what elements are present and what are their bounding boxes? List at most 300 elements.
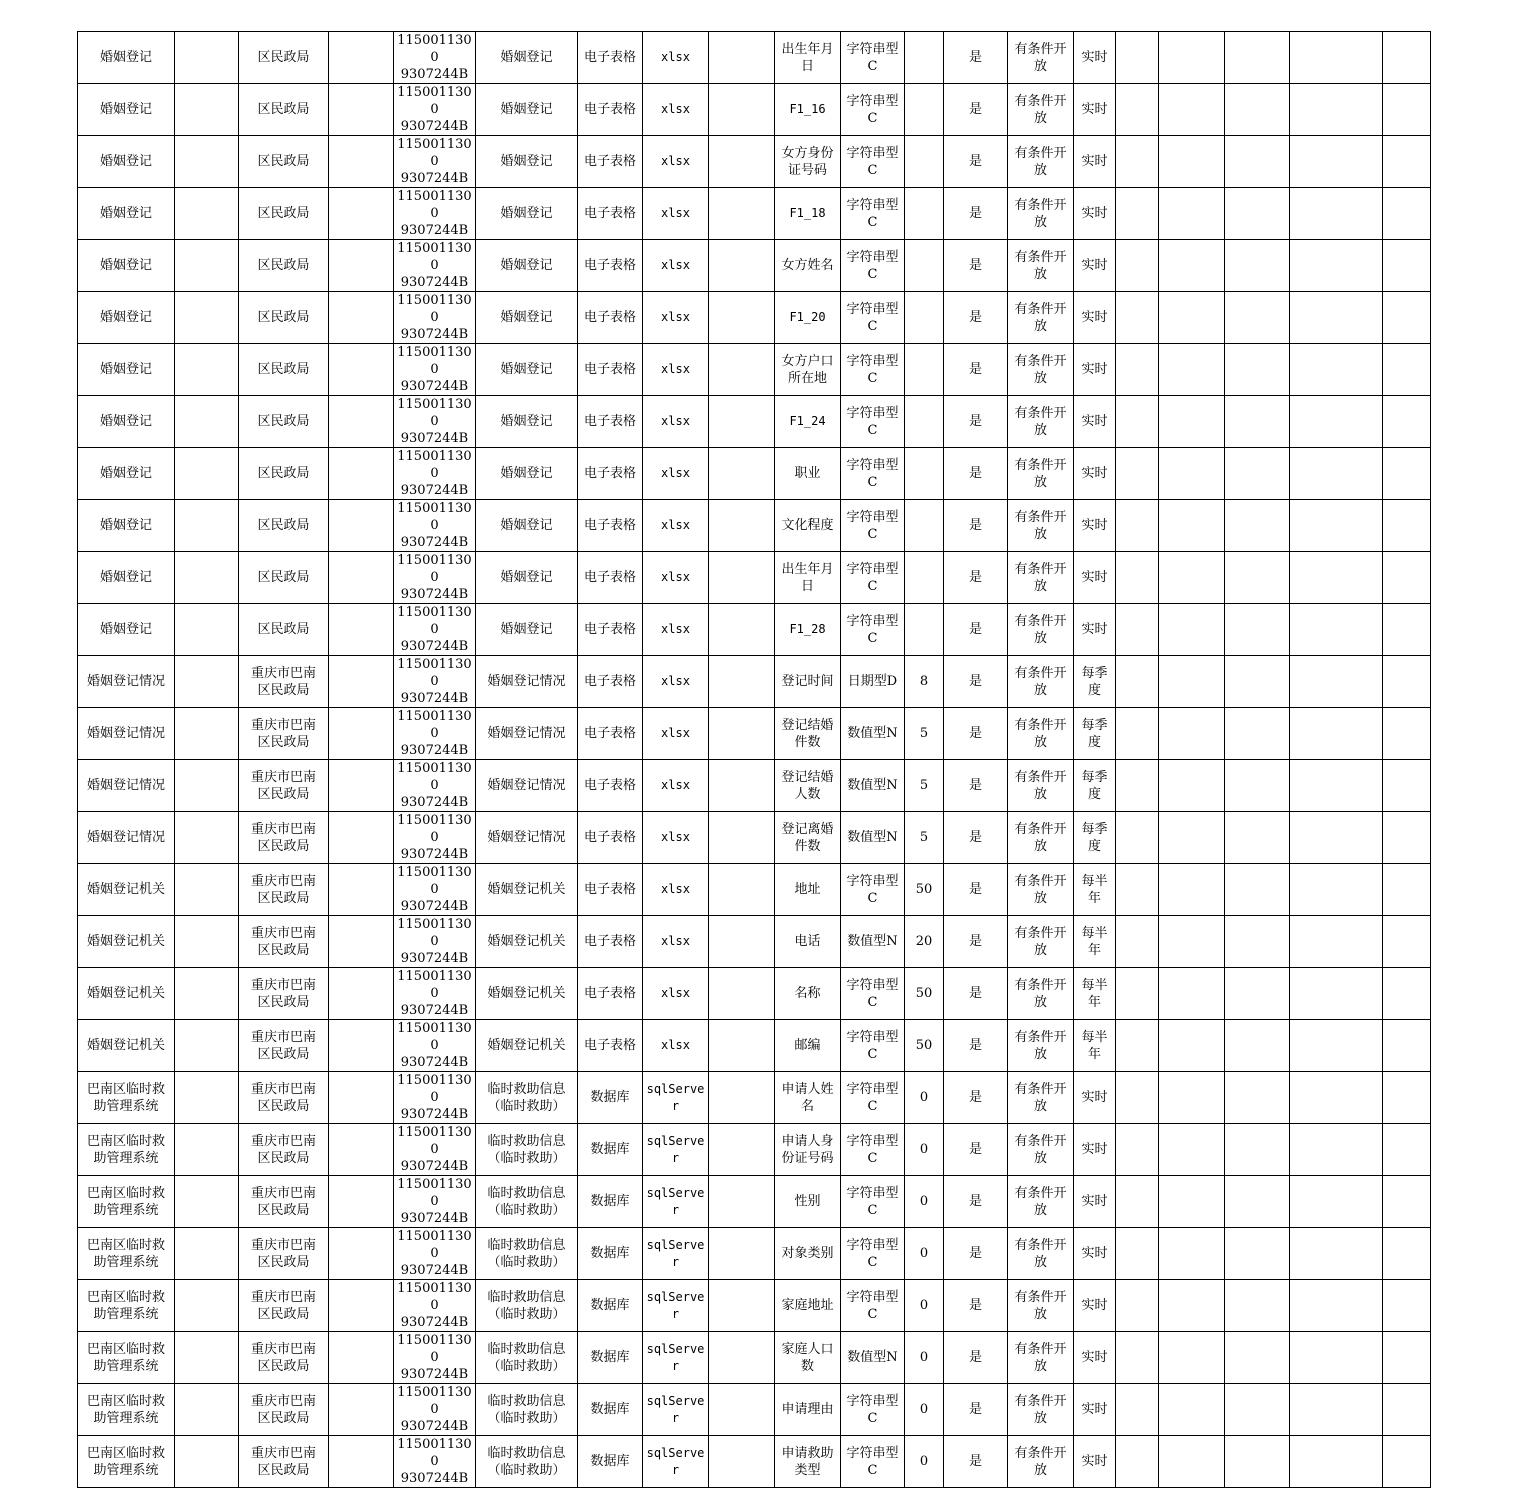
cell-empty — [1383, 1436, 1431, 1488]
cell-field-length — [905, 396, 944, 448]
cell-empty — [1116, 968, 1159, 1020]
cell-field-name: 家庭地址 — [775, 1280, 841, 1332]
cell-resource-format: 电子表格 — [578, 1020, 643, 1072]
cell-open-type: 有条件开 放 — [1008, 1384, 1074, 1436]
cell-col-empty-a — [175, 188, 239, 240]
cell-empty — [1225, 604, 1290, 656]
cell-empty — [1383, 292, 1431, 344]
cell-col-empty-a — [175, 292, 239, 344]
cell-empty — [1290, 1020, 1383, 1072]
cell-col-empty-a — [175, 1020, 239, 1072]
cell-col-empty-a — [175, 500, 239, 552]
cell-empty — [1116, 500, 1159, 552]
cell-field-name: 申请救助 类型 — [775, 1436, 841, 1488]
cell-col-empty-a — [175, 864, 239, 916]
cell-field-name: 职业 — [775, 448, 841, 500]
cell-resource-name: 婚姻登记 — [78, 344, 175, 396]
cell-col-empty-c — [709, 500, 775, 552]
cell-file-type: xlsx — [643, 604, 709, 656]
cell-open-type: 有条件开 放 — [1008, 1280, 1074, 1332]
table-row — [78, 656, 1431, 708]
table-row — [78, 1124, 1431, 1176]
cell-field-length: 0 — [905, 1176, 944, 1228]
cell-col-empty-b — [329, 812, 394, 864]
cell-empty — [1116, 1176, 1159, 1228]
cell-resource-name: 婚姻登记 — [78, 188, 175, 240]
cell-empty — [1290, 500, 1383, 552]
cell-provider-dept: 重庆市巴南 区民政局 — [239, 1436, 329, 1488]
cell-provider-dept: 区民政局 — [239, 344, 329, 396]
cell-empty — [1383, 136, 1431, 188]
cell-empty — [1383, 864, 1431, 916]
cell-resource-name: 婚姻登记 — [78, 500, 175, 552]
cell-resource-name: 婚姻登记 — [78, 84, 175, 136]
cell-field-name: 名称 — [775, 968, 841, 1020]
cell-dept-code: 1150011300 9307244B — [394, 1332, 476, 1384]
cell-empty — [1290, 708, 1383, 760]
cell-empty — [1159, 968, 1225, 1020]
cell-resource-format: 电子表格 — [578, 500, 643, 552]
cell-col-empty-c — [709, 1332, 775, 1384]
cell-dataset-name: 婚姻登记机关 — [476, 1020, 578, 1072]
cell-dept-code: 1150011300 9307244B — [394, 656, 476, 708]
cell-dept-code: 1150011300 9307244B — [394, 1384, 476, 1436]
cell-col-empty-a — [175, 1228, 239, 1280]
cell-shared-flag: 是 — [944, 136, 1008, 188]
cell-file-type: sqlServe r — [643, 1436, 709, 1488]
cell-file-type: xlsx — [643, 1020, 709, 1072]
cell-empty — [1116, 552, 1159, 604]
cell-empty — [1116, 1228, 1159, 1280]
cell-file-type: xlsx — [643, 344, 709, 396]
cell-col-empty-b — [329, 968, 394, 1020]
cell-shared-flag: 是 — [944, 604, 1008, 656]
cell-empty — [1159, 1124, 1225, 1176]
cell-empty — [1225, 1436, 1290, 1488]
cell-empty — [1383, 32, 1431, 84]
cell-update-frequency: 实时 — [1074, 1072, 1116, 1124]
cell-field-type: 字符串型 C — [841, 1228, 905, 1280]
cell-field-length: 50 — [905, 864, 944, 916]
cell-file-type: xlsx — [643, 656, 709, 708]
cell-update-frequency: 每半 年 — [1074, 968, 1116, 1020]
cell-empty — [1383, 240, 1431, 292]
cell-shared-flag: 是 — [944, 240, 1008, 292]
table-row — [78, 1332, 1431, 1384]
cell-resource-format: 数据库 — [578, 1228, 643, 1280]
cell-dept-code: 1150011300 9307244B — [394, 1020, 476, 1072]
cell-col-empty-a — [175, 84, 239, 136]
cell-empty — [1225, 1384, 1290, 1436]
cell-field-length: 0 — [905, 1332, 944, 1384]
table-row — [78, 1384, 1431, 1436]
cell-file-type: sqlServe r — [643, 1124, 709, 1176]
cell-update-frequency: 实时 — [1074, 344, 1116, 396]
cell-field-name: 出生年月 日 — [775, 552, 841, 604]
cell-field-length — [905, 344, 944, 396]
cell-field-type: 数值型N — [841, 916, 905, 968]
cell-col-empty-c — [709, 1020, 775, 1072]
cell-file-type: xlsx — [643, 396, 709, 448]
cell-field-type: 字符串型 C — [841, 1124, 905, 1176]
cell-empty — [1225, 656, 1290, 708]
cell-resource-name: 巴南区临时救 助管理系统 — [78, 1384, 175, 1436]
cell-field-length: 5 — [905, 708, 944, 760]
cell-empty — [1159, 188, 1225, 240]
cell-col-empty-c — [709, 916, 775, 968]
cell-empty — [1225, 344, 1290, 396]
cell-open-type: 有条件开 放 — [1008, 552, 1074, 604]
cell-field-type: 数值型N — [841, 708, 905, 760]
cell-empty — [1116, 188, 1159, 240]
cell-col-empty-b — [329, 396, 394, 448]
cell-field-type: 数值型N — [841, 760, 905, 812]
cell-resource-name: 婚姻登记情况 — [78, 760, 175, 812]
cell-resource-format: 数据库 — [578, 1436, 643, 1488]
cell-resource-name: 婚姻登记 — [78, 32, 175, 84]
cell-col-empty-c — [709, 760, 775, 812]
cell-resource-name: 婚姻登记 — [78, 136, 175, 188]
cell-provider-dept: 重庆市巴南 区民政局 — [239, 1124, 329, 1176]
cell-update-frequency: 每季 度 — [1074, 656, 1116, 708]
cell-shared-flag: 是 — [944, 396, 1008, 448]
cell-empty — [1116, 1020, 1159, 1072]
cell-provider-dept: 区民政局 — [239, 188, 329, 240]
cell-dept-code: 1150011300 9307244B — [394, 968, 476, 1020]
cell-open-type: 有条件开 放 — [1008, 240, 1074, 292]
cell-col-empty-b — [329, 1072, 394, 1124]
cell-field-type: 字符串型 C — [841, 1280, 905, 1332]
cell-dept-code: 1150011300 9307244B — [394, 1280, 476, 1332]
cell-empty — [1116, 916, 1159, 968]
cell-empty — [1116, 32, 1159, 84]
cell-col-empty-a — [175, 552, 239, 604]
cell-update-frequency: 实时 — [1074, 1332, 1116, 1384]
cell-col-empty-a — [175, 1176, 239, 1228]
cell-field-length: 8 — [905, 656, 944, 708]
cell-empty — [1225, 1332, 1290, 1384]
cell-provider-dept: 区民政局 — [239, 552, 329, 604]
cell-field-name: F1_28 — [775, 604, 841, 656]
cell-empty — [1225, 84, 1290, 136]
cell-empty — [1290, 292, 1383, 344]
cell-resource-format: 电子表格 — [578, 656, 643, 708]
cell-empty — [1383, 500, 1431, 552]
cell-empty — [1383, 1280, 1431, 1332]
cell-update-frequency: 实时 — [1074, 1436, 1116, 1488]
cell-dataset-name: 婚姻登记 — [476, 344, 578, 396]
cell-field-name: F1_24 — [775, 396, 841, 448]
cell-empty — [1159, 916, 1225, 968]
cell-empty — [1116, 604, 1159, 656]
cell-dept-code: 1150011300 9307244B — [394, 864, 476, 916]
table-row — [78, 240, 1431, 292]
cell-empty — [1116, 656, 1159, 708]
cell-col-empty-a — [175, 1124, 239, 1176]
cell-dataset-name: 婚姻登记 — [476, 240, 578, 292]
cell-update-frequency: 每季 度 — [1074, 812, 1116, 864]
table-row — [78, 188, 1431, 240]
cell-file-type: sqlServe r — [643, 1332, 709, 1384]
cell-dataset-name: 婚姻登记 — [476, 396, 578, 448]
cell-empty — [1290, 604, 1383, 656]
cell-col-empty-b — [329, 1332, 394, 1384]
cell-field-length: 5 — [905, 812, 944, 864]
cell-empty — [1116, 708, 1159, 760]
cell-open-type: 有条件开 放 — [1008, 656, 1074, 708]
cell-shared-flag: 是 — [944, 500, 1008, 552]
cell-dataset-name: 临时救助信息 （临时救助） — [476, 1384, 578, 1436]
cell-empty — [1116, 344, 1159, 396]
cell-field-length — [905, 292, 944, 344]
cell-col-empty-b — [329, 1280, 394, 1332]
cell-update-frequency: 实时 — [1074, 1384, 1116, 1436]
cell-col-empty-c — [709, 292, 775, 344]
cell-field-type: 字符串型 C — [841, 1384, 905, 1436]
cell-col-empty-a — [175, 1384, 239, 1436]
cell-empty — [1116, 1072, 1159, 1124]
cell-open-type: 有条件开 放 — [1008, 500, 1074, 552]
cell-field-name: 地址 — [775, 864, 841, 916]
table-row — [78, 708, 1431, 760]
cell-empty — [1290, 84, 1383, 136]
cell-dataset-name: 婚姻登记情况 — [476, 760, 578, 812]
cell-col-empty-c — [709, 864, 775, 916]
cell-field-length — [905, 604, 944, 656]
cell-file-type: xlsx — [643, 188, 709, 240]
cell-provider-dept: 区民政局 — [239, 604, 329, 656]
cell-resource-name: 婚姻登记情况 — [78, 656, 175, 708]
cell-empty — [1290, 1280, 1383, 1332]
table-row — [78, 32, 1431, 84]
cell-empty — [1225, 812, 1290, 864]
cell-file-type: xlsx — [643, 708, 709, 760]
cell-col-empty-a — [175, 708, 239, 760]
cell-dataset-name: 临时救助信息 （临时救助） — [476, 1332, 578, 1384]
cell-field-type: 日期型D — [841, 656, 905, 708]
cell-open-type: 有条件开 放 — [1008, 84, 1074, 136]
table-row — [78, 760, 1431, 812]
cell-field-name: F1_16 — [775, 84, 841, 136]
cell-shared-flag: 是 — [944, 1436, 1008, 1488]
cell-update-frequency: 实时 — [1074, 604, 1116, 656]
cell-col-empty-a — [175, 760, 239, 812]
cell-file-type: sqlServe r — [643, 1384, 709, 1436]
cell-field-type: 字符串型 C — [841, 604, 905, 656]
cell-col-empty-b — [329, 864, 394, 916]
cell-field-type: 字符串型 C — [841, 32, 905, 84]
cell-file-type: sqlServe r — [643, 1228, 709, 1280]
cell-shared-flag: 是 — [944, 552, 1008, 604]
cell-resource-name: 巴南区临时救 助管理系统 — [78, 1072, 175, 1124]
cell-dataset-name: 临时救助信息 （临时救助） — [476, 1280, 578, 1332]
cell-empty — [1116, 760, 1159, 812]
cell-dept-code: 1150011300 9307244B — [394, 32, 476, 84]
cell-empty — [1116, 448, 1159, 500]
cell-empty — [1159, 292, 1225, 344]
cell-update-frequency: 每季 度 — [1074, 708, 1116, 760]
cell-col-empty-a — [175, 968, 239, 1020]
cell-file-type: xlsx — [643, 32, 709, 84]
cell-update-frequency: 实时 — [1074, 1124, 1116, 1176]
cell-provider-dept: 重庆市巴南 区民政局 — [239, 1020, 329, 1072]
cell-dept-code: 1150011300 9307244B — [394, 240, 476, 292]
cell-empty — [1290, 240, 1383, 292]
cell-resource-name: 巴南区临时救 助管理系统 — [78, 1176, 175, 1228]
cell-resource-name: 巴南区临时救 助管理系统 — [78, 1228, 175, 1280]
cell-open-type: 有条件开 放 — [1008, 448, 1074, 500]
cell-field-type: 字符串型 C — [841, 864, 905, 916]
cell-field-length: 50 — [905, 1020, 944, 1072]
cell-col-empty-c — [709, 708, 775, 760]
cell-shared-flag: 是 — [944, 1072, 1008, 1124]
cell-resource-format: 数据库 — [578, 1124, 643, 1176]
cell-dept-code: 1150011300 9307244B — [394, 760, 476, 812]
cell-resource-format: 电子表格 — [578, 136, 643, 188]
table-row — [78, 500, 1431, 552]
cell-col-empty-b — [329, 708, 394, 760]
cell-file-type: xlsx — [643, 552, 709, 604]
cell-empty — [1116, 84, 1159, 136]
cell-resource-name: 婚姻登记机关 — [78, 864, 175, 916]
cell-resource-format: 电子表格 — [578, 344, 643, 396]
cell-col-empty-b — [329, 656, 394, 708]
cell-empty — [1225, 1176, 1290, 1228]
table-row — [78, 1020, 1431, 1072]
cell-empty — [1116, 812, 1159, 864]
cell-field-name: 登记时间 — [775, 656, 841, 708]
cell-resource-name: 婚姻登记 — [78, 552, 175, 604]
cell-dept-code: 1150011300 9307244B — [394, 500, 476, 552]
cell-resource-format: 数据库 — [578, 1072, 643, 1124]
cell-resource-name: 巴南区临时救 助管理系统 — [78, 1124, 175, 1176]
cell-resource-format: 电子表格 — [578, 448, 643, 500]
cell-shared-flag: 是 — [944, 84, 1008, 136]
cell-field-length: 0 — [905, 1436, 944, 1488]
cell-resource-format: 电子表格 — [578, 708, 643, 760]
cell-col-empty-c — [709, 240, 775, 292]
cell-update-frequency: 实时 — [1074, 188, 1116, 240]
cell-col-empty-c — [709, 188, 775, 240]
cell-field-name: 登记结婚 人数 — [775, 760, 841, 812]
cell-resource-format: 数据库 — [578, 1332, 643, 1384]
cell-update-frequency: 实时 — [1074, 396, 1116, 448]
cell-field-length — [905, 500, 944, 552]
cell-col-empty-c — [709, 604, 775, 656]
cell-resource-format: 电子表格 — [578, 552, 643, 604]
cell-col-empty-b — [329, 448, 394, 500]
cell-field-type: 字符串型 C — [841, 552, 905, 604]
cell-empty — [1159, 552, 1225, 604]
cell-empty — [1159, 396, 1225, 448]
cell-dataset-name: 婚姻登记 — [476, 136, 578, 188]
cell-dept-code: 1150011300 9307244B — [394, 1072, 476, 1124]
cell-col-empty-b — [329, 1124, 394, 1176]
cell-field-name: F1_18 — [775, 188, 841, 240]
cell-field-name: 申请理由 — [775, 1384, 841, 1436]
cell-field-type: 字符串型 C — [841, 500, 905, 552]
cell-field-type: 字符串型 C — [841, 968, 905, 1020]
cell-empty — [1383, 84, 1431, 136]
cell-col-empty-b — [329, 292, 394, 344]
cell-field-length: 5 — [905, 760, 944, 812]
cell-col-empty-b — [329, 188, 394, 240]
cell-resource-format: 数据库 — [578, 1280, 643, 1332]
cell-empty — [1290, 552, 1383, 604]
cell-col-empty-b — [329, 1176, 394, 1228]
cell-field-name: F1_20 — [775, 292, 841, 344]
cell-empty — [1116, 864, 1159, 916]
cell-empty — [1159, 812, 1225, 864]
cell-resource-format: 电子表格 — [578, 188, 643, 240]
cell-resource-format: 电子表格 — [578, 916, 643, 968]
cell-empty — [1225, 1020, 1290, 1072]
cell-dept-code: 1150011300 9307244B — [394, 84, 476, 136]
cell-field-name: 出生年月 日 — [775, 32, 841, 84]
cell-shared-flag: 是 — [944, 968, 1008, 1020]
table-row — [78, 968, 1431, 1020]
cell-empty — [1159, 84, 1225, 136]
cell-update-frequency: 每半 年 — [1074, 864, 1116, 916]
cell-provider-dept: 重庆市巴南 区民政局 — [239, 760, 329, 812]
table-row — [78, 864, 1431, 916]
cell-resource-name: 婚姻登记 — [78, 448, 175, 500]
cell-col-empty-a — [175, 1072, 239, 1124]
cell-empty — [1159, 760, 1225, 812]
cell-provider-dept: 区民政局 — [239, 396, 329, 448]
cell-field-length — [905, 188, 944, 240]
cell-update-frequency: 每半 年 — [1074, 1020, 1116, 1072]
cell-shared-flag: 是 — [944, 812, 1008, 864]
cell-empty — [1383, 968, 1431, 1020]
cell-file-type: xlsx — [643, 864, 709, 916]
cell-resource-format: 数据库 — [578, 1176, 643, 1228]
cell-provider-dept: 重庆市巴南 区民政局 — [239, 1280, 329, 1332]
cell-empty — [1225, 1280, 1290, 1332]
cell-dataset-name: 婚姻登记情况 — [476, 656, 578, 708]
cell-dataset-name: 婚姻登记 — [476, 448, 578, 500]
cell-empty — [1383, 396, 1431, 448]
cell-col-empty-b — [329, 1020, 394, 1072]
cell-resource-format: 电子表格 — [578, 812, 643, 864]
cell-dataset-name: 婚姻登记机关 — [476, 916, 578, 968]
cell-field-name: 女方姓名 — [775, 240, 841, 292]
cell-dept-code: 1150011300 9307244B — [394, 1124, 476, 1176]
cell-update-frequency: 实时 — [1074, 136, 1116, 188]
cell-col-empty-b — [329, 240, 394, 292]
cell-field-length: 0 — [905, 1228, 944, 1280]
cell-empty — [1290, 1124, 1383, 1176]
cell-col-empty-c — [709, 1176, 775, 1228]
cell-resource-name: 婚姻登记 — [78, 604, 175, 656]
cell-file-type: xlsx — [643, 292, 709, 344]
cell-resource-name: 婚姻登记机关 — [78, 968, 175, 1020]
cell-empty — [1290, 968, 1383, 1020]
cell-file-type: xlsx — [643, 448, 709, 500]
cell-field-name: 对象类别 — [775, 1228, 841, 1280]
cell-shared-flag: 是 — [944, 1124, 1008, 1176]
cell-empty — [1159, 500, 1225, 552]
cell-field-type: 字符串型 C — [841, 344, 905, 396]
cell-col-empty-c — [709, 136, 775, 188]
cell-resource-format: 电子表格 — [578, 292, 643, 344]
cell-col-empty-a — [175, 1332, 239, 1384]
cell-provider-dept: 重庆市巴南 区民政局 — [239, 968, 329, 1020]
cell-field-name: 女方户口 所在地 — [775, 344, 841, 396]
cell-resource-format: 电子表格 — [578, 864, 643, 916]
cell-resource-format: 电子表格 — [578, 32, 643, 84]
cell-open-type: 有条件开 放 — [1008, 188, 1074, 240]
